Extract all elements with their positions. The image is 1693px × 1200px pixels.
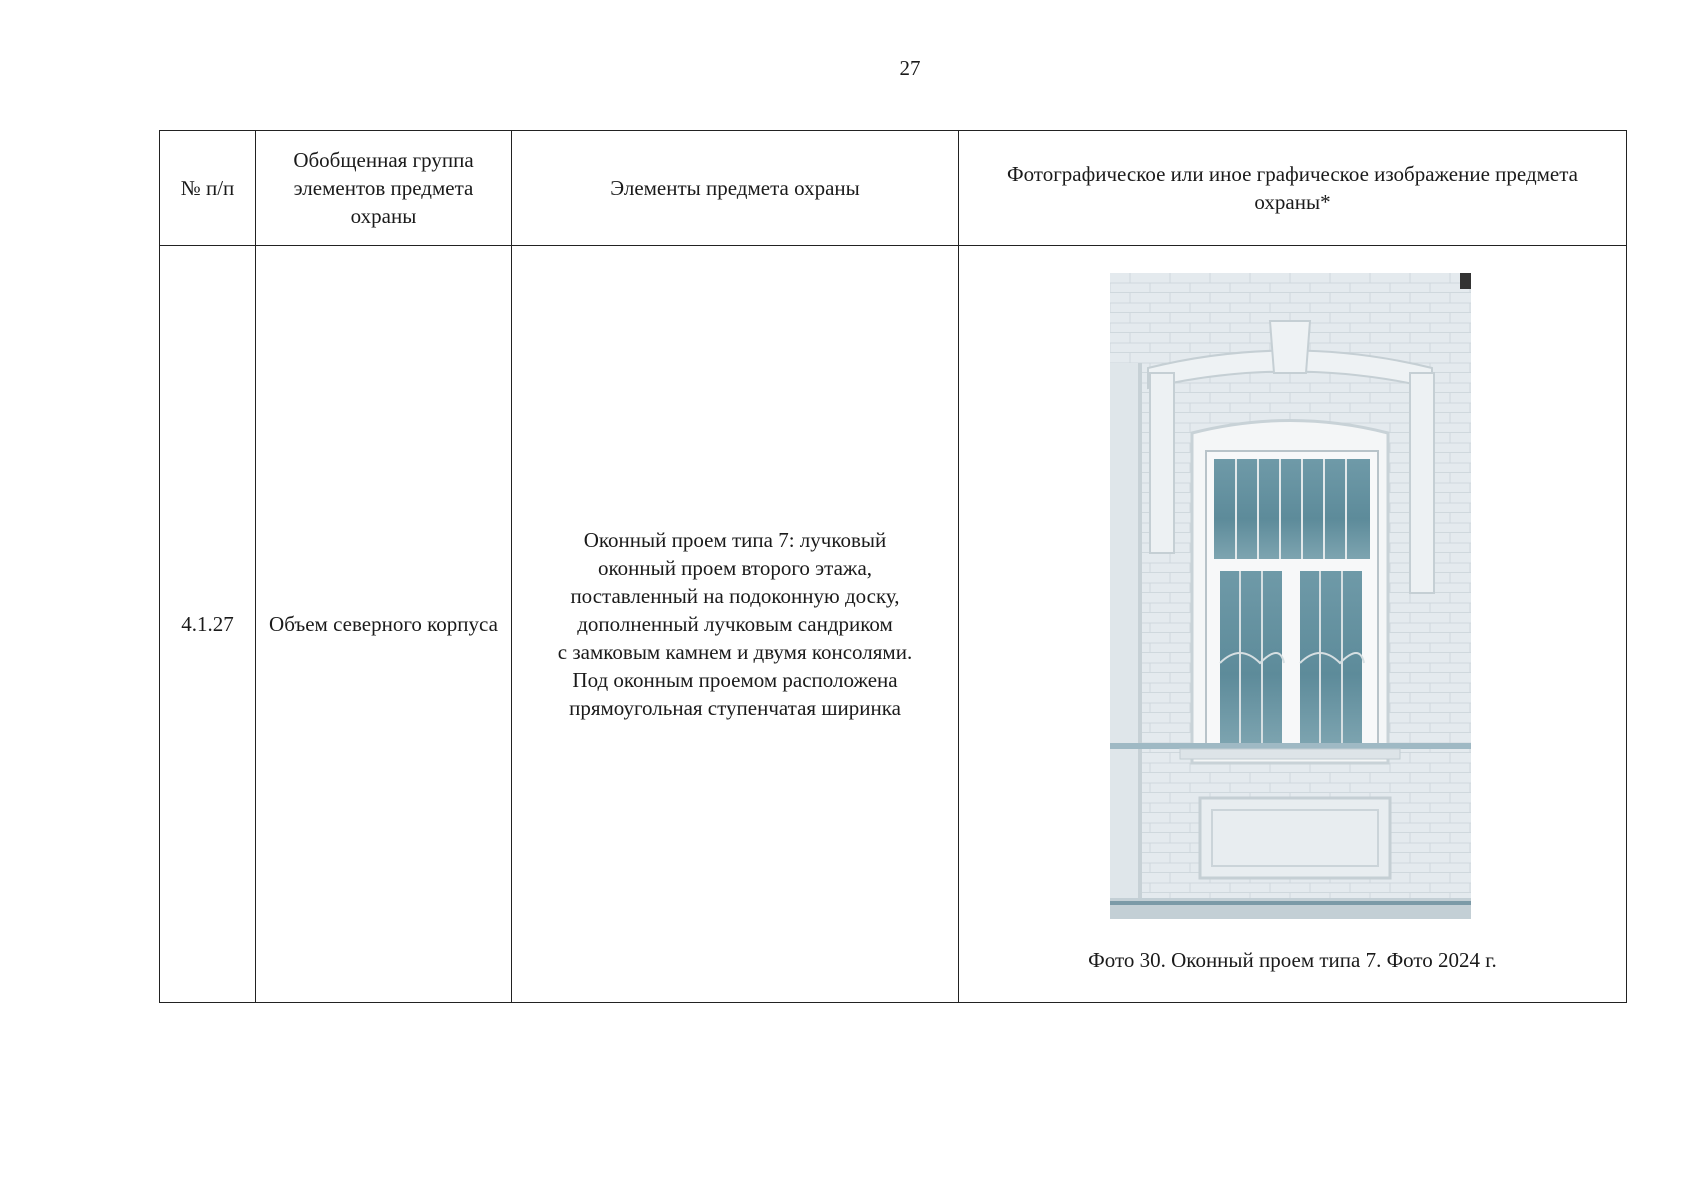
- header-image: Фотографическое или иное графическое изображение предмета охраны*: [959, 131, 1627, 246]
- description-line: прямоугольная ступенчатая ширинка: [569, 696, 901, 720]
- description-line: Оконный проем типа 7: лучковый: [583, 528, 887, 552]
- description-line: оконный проем второго этажа,: [597, 556, 873, 580]
- photo-caption: Фото 30. Оконный проем типа 7. Фото 2024 г.: [1088, 948, 1497, 972]
- table-header-row: [160, 131, 1627, 246]
- description-line: поставленный на подоконную доску,: [570, 584, 900, 608]
- elements-description: [558, 526, 912, 722]
- row-group: Объем северного корпуса: [256, 246, 512, 1003]
- row-image-cell: [959, 246, 1627, 1003]
- window-photo: [1110, 273, 1471, 919]
- row-number: 4.1.27: [160, 246, 256, 1003]
- description-line: Под оконным проемом расположена: [572, 668, 898, 692]
- description-line: с замковым камнем и двумя консолями.: [557, 640, 913, 664]
- row-elements: [512, 246, 959, 1003]
- header-group: Обобщенная группа элементов предмета охраны: [256, 131, 512, 246]
- page-number: 27: [899, 56, 921, 80]
- header-number: № п/п: [160, 131, 256, 246]
- table-row: [160, 246, 1627, 1003]
- header-elements: Элементы предмета охраны: [512, 131, 959, 246]
- protection-table: [159, 130, 1627, 1003]
- window-photo-illustration: [1110, 273, 1471, 919]
- description-line: дополненный лучковым сандриком: [577, 612, 893, 636]
